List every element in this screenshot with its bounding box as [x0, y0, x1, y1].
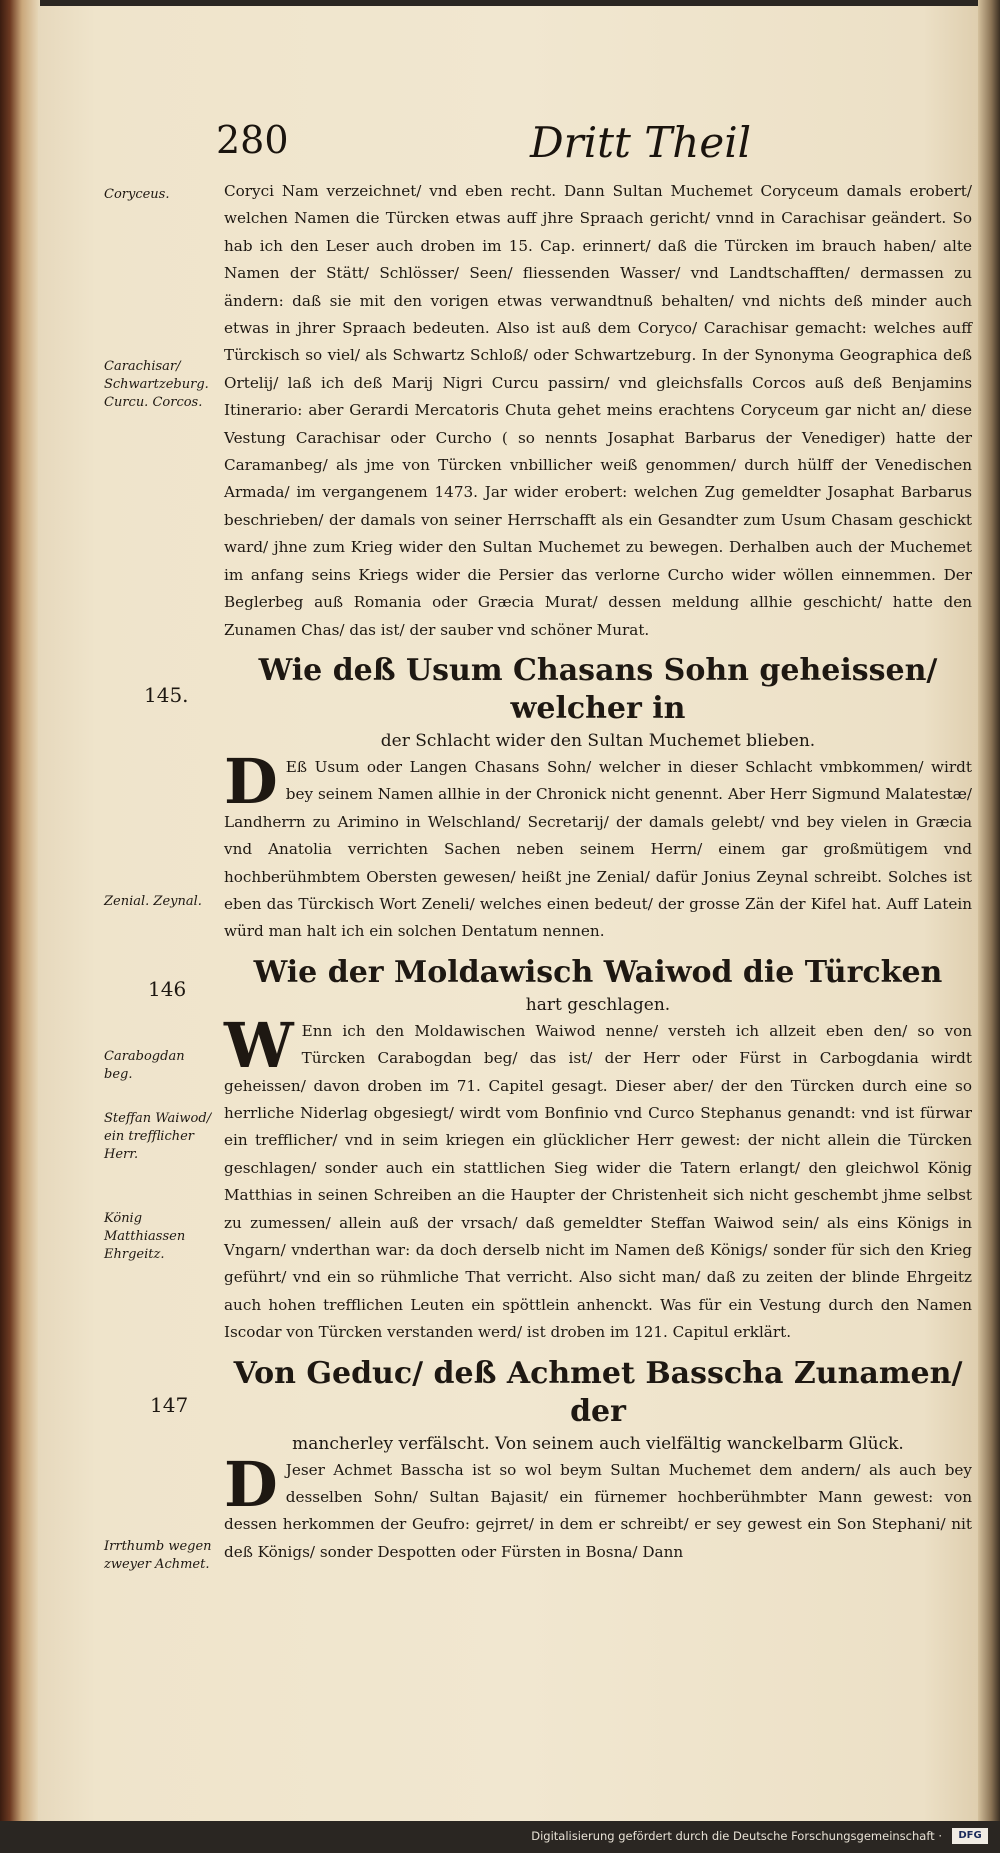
paragraph-text: Eß Usum oder Langen Chasans Sohn/ welcher in dieser Schlacht vmbkommen/ wirdt bey seinem Namen allhie in der Chronick nicht genennt. Aber Herr Sigmund Malatestæ/ Landherrn zu Arimino in Welschland/ Secretarij/ der damals gelebt/ vnd bey vielen in Græcia vnd Anatolia verrichten Sachen neben seinem Herrn/ einem gar großmütigem vnd hochberühmbtem Obersten gewesen/ heißt jne Zenial/ dafür Jonius Zeynal schreibt. Solches ist eben das Türckisch Wort Zeneli/ welches einen bedeut/ der grosse Zän der Kifel hat. Auff Latein würd man halt ich ein solchen Dentatum nennen.	[224, 757, 972, 941]
section-number: 146	[148, 977, 187, 1001]
section-heading	[224, 1355, 972, 1457]
paragraph	[224, 1008, 972, 1347]
heading-subline: der Schlacht wider den Sultan Muchemet blieben.	[380, 730, 816, 751]
paragraph	[224, 1447, 972, 1567]
heading-line: Von Geduc/ deß Achmet Basscha Zunamen/ der	[233, 1355, 963, 1429]
margin-note: Steffan Waiwod/ ein trefflicher Herr.	[104, 1111, 212, 1162]
drop-cap: D	[224, 1447, 278, 1521]
heading-subline: hart geschlagen.	[525, 994, 671, 1015]
heading-line: Wie der Moldawisch Waiwod die Türcken	[253, 954, 943, 990]
section-number: 145.	[144, 683, 189, 707]
section-heading	[224, 652, 972, 754]
page-header	[216, 118, 976, 178]
paragraph-text: Enn ich den Moldawischen Waiwod nenne/ versteh ich allzeit eben den/ so von Türcken Carabogdan beg/ das ist/ der Herr oder Fürst in Carbogdania wirdt geheissen/ davon droben im 71. Capitel gesagt. Dieser aber/ der den Türcken durch eine so herrliche Niderlag obgesiegt/ wirdt vom Bonfinio vnd Curco Stephanus genandt: vnd ist fürwar ein trefflicher/ vnd in seim kriegen ein glücklicher Herr gewest: der nicht allein die Türcken geschlagen/ sonder auch ein stattlichen Sieg wider die Tatern erlangt/ den gleichwol König Matthias in seinen Schreiben an die Haupter der Christenheit sich nicht geschembt jhme selbst zu zumessen/ allein auß der vrsach/ daß gemeldter Steffan Waiwod sein/ als eins Königs in Vngarn/ vnderthan war: da doch derselb nicht im Namen deß Königs/ sonder für sich den Krieg geführt/ vnd ein so rühmliche That verricht. Also sicht man/ daß zu zeiten der blinde Ehrgeitz auch hohen trefflichen Leuten ein spöttlein anhenckt. Was für ein Vestung durch den Namen Iscodar von Türcken verstanden werd/ ist droben im 121. Capitul erklärt.	[224, 1021, 972, 1342]
margin-note: König Matthiassen Ehrgeitz.	[104, 1211, 186, 1262]
footer-bar	[0, 1821, 1000, 1853]
paragraph-text: Jeser Achmet Basscha ist so wol beym Sultan Muchemet dem andern/ als auch bey desselben Sohn/ Sultan Bajasit/ ein fürnemer hochberühmbter Mann gewest: von dessen herkommen der Geufro: gejrret/ in dem er schreibt/ er sey gewest ein Son Stephani/ nit deß Königs/ sonder Despotten oder Fürsten in Bosna/ Dann	[224, 1460, 972, 1561]
margin-note: Carachisar/ Schwartzeburg. Curcu. Corcos.	[104, 359, 209, 410]
funding-credit: Digitalisierung gefördert durch die Deutsche Forschungsgemeinschaft ·	[531, 1829, 942, 1843]
margin-note: Carabogdan beg.	[104, 1049, 185, 1082]
margin-notes	[104, 0, 214, 1853]
paragraph: Coryci Nam verzeichnet/ vnd eben recht. Dann Sultan Muchemet Coryceum damals erobert/ welchen Namen die Türcken etwas auff jhre Spraach gericht/ vnnd in Carachisar geändert. So hab ich den Leser auch droben im 15. Cap. erinnert/ daß die Türcken im brauch haben/ alte Namen der Stätt/ Schlösser/ Seen/ fliessenden Wasser/ vnd Landtschafften/ dermassen zu ändern: daß sie mit den vorigen etwas verwandtnuß behalten/ vnd nichts deß minder auch etwas in jhrer Spraach bedeuten. Also ist auß dem Coryco/ Carachisar gemacht: welches auff Türckisch so viel/ als Schwartz Schloß/ oder Schwartzeburg. In der Synonyma Geographica deß Ortelij/ laß ich deß Marij Nigri Curcu passirn/ vnd gleichsfalls Corcos auß deß Benjamins Itinerario: aber Gerardi Mercatoris Chuta gehet meins erachtens Coryceum gar nicht an/ diese Vestung Carachisar oder Curcho ( so nennts Josaphat Barbarus der Venediger) hatte der Caramanbeg/ als jme von Türcken vnbillicher weiß genommen/ durch hülff der Venedischen Armada/ im vergangenem 1473. Jar wider erobert: welchen Zug gemeldter Josaphat Barbarus beschrieben/ der damals von seiner Herrschafft als ein Gesandter zum Usum Chasam geschickt ward/ jhne zum Krieg wider den Sultan Muchemet zu bewegen. Derhalben auch der Muchemet im anfang seins Kriegs wider die Persier das verlorne Curcho wider wöllen einnemmen. Der Beglerbeg auß Romania oder Græcia Murat/ dessen meldung allhie geschicht/ hatte den Zunamen Chas/ das ist/ der sauber vnd schöner Murat.	[224, 182, 972, 639]
drop-cap: D	[224, 744, 278, 818]
section-heading	[224, 954, 972, 1018]
margin-note: Coryceus.	[104, 187, 170, 202]
paragraph	[224, 744, 972, 946]
page-number: 280	[216, 118, 289, 162]
margin-note: Irrthumb wegen zweyer Achmet.	[104, 1539, 212, 1572]
page-body	[224, 178, 972, 1566]
drop-cap: W	[224, 1008, 294, 1082]
page-fore-edge	[978, 0, 1000, 1853]
dfg-logo-icon: DFG	[952, 1828, 988, 1844]
margin-note: Zenial. Zeynal.	[104, 894, 202, 909]
heading-line: Wie deß Usum Chasans Sohn geheissen/ welcher in	[258, 652, 938, 726]
running-head: Dritt Theil	[530, 118, 752, 167]
heading-subline: mancherley verfälscht. Von seinem auch vielfältig wanckelbarm Glück.	[292, 1433, 904, 1454]
section-number: 147	[150, 1393, 189, 1417]
book-spine-edge	[0, 0, 40, 1853]
